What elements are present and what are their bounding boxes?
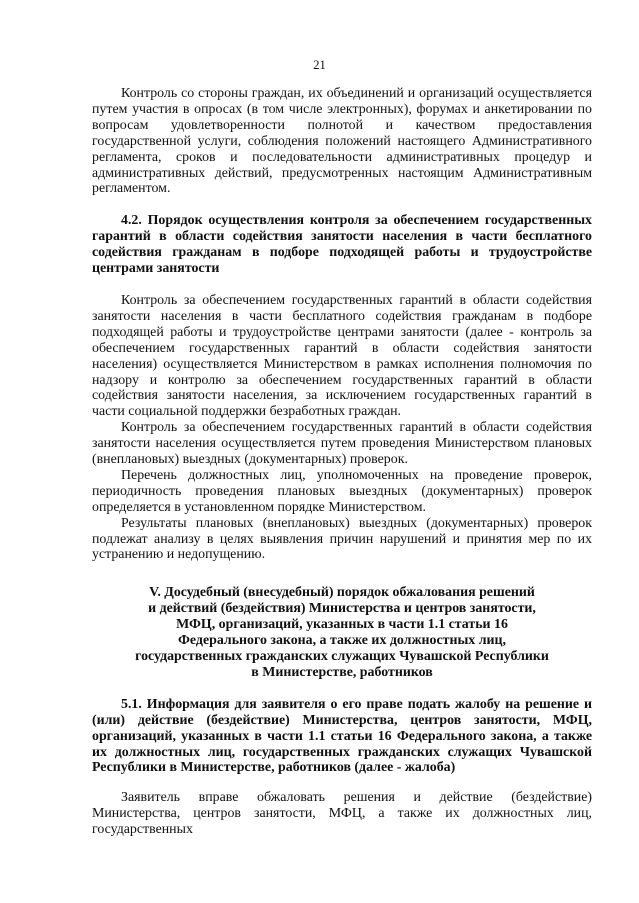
page-number: 21 (313, 58, 326, 72)
paragraph-inspection-results: Результаты плановых (внеплановых) выездных (документарных) проверок подлежат анализу в целях выявления причин нарушений и принятия мер по их устранению и недопущению. (92, 515, 592, 563)
paragraph-officials-list: Перечень должностных лиц, уполномоченных на проведение проверок, периодичность проведения плановых выездных (документарных) проверок определяется в установленном порядке Министерством. (92, 467, 592, 515)
paragraph-control-inspections: Контроль за обеспечением государственных гарантий в области содействия занятости населения осуществляется путем проведения Министерством плановых (внеплановых) выездных (документарных) проверок. (92, 420, 592, 468)
document-body (92, 86, 592, 838)
paragraph-control-employment: Контроль за обеспечением государственных гарантий в области содействия занятости населения в части бесплатного содействия гражданам в подборе подходящей работы и трудоустройстве центрами занятости (далее - контроль за обеспечением государственных гарантий в области содействия занятости населения) осуществляется Министерством в рамках исполнения полномочия по надзору и контролю за обеспечением государственных гарантий в области содействия занятости населения, за исключением государственных гарантий в части социальной поддержки безработных граждан. (92, 292, 592, 420)
section-heading-5-1: 5.1. Информация для заявителя о его праве подать жалобу на решение и (или) действие (бездействие) Министерства, центров занятости, МФЦ, организаций, указанных в части 1.1 статьи 16 Федерального закона, а также их должностных лиц, государственных гражданских служащих Чувашской Республики в Министерстве, работников (далее - жалоба) (92, 696, 592, 776)
chapter-heading-line: МФЦ, организаций, указанных в части 1.1 статьи 16 (176, 617, 508, 633)
chapter-heading-line: V. Досудебный (внесудебный) порядок обжалования решений (149, 585, 535, 601)
paragraph-applicant-right: Заявитель вправе обжаловать решения и действие (бездействие) Министерства, центров занятости, МФЦ, а также их должностных лиц, государственных (92, 790, 592, 838)
chapter-heading-line: и действий (бездействия) Министерства и центров занятости, (148, 601, 536, 617)
chapter-heading-line: в Министерстве, работников (251, 664, 433, 680)
chapter-heading-line: государственных гражданских служащих Чувашской Республики (135, 649, 549, 664)
chapter-heading-v (92, 585, 592, 680)
paragraph-public-control: Контроль со стороны граждан, их объединений и организаций осуществляется путем участия в опросах (в том числе электронных), форумах и анкетировании по вопросам удовлетворенности полнотой и качеством предоставления государственной услуги, соблюдения положений настоящего Административного регламента, сроков и последовательности административных процедур и административных действий, предусмотренных настоящим Административным регламентом. (92, 86, 592, 197)
section-heading-4-2: 4.2. Порядок осуществления контроля за обеспечением государственных гарантий в области содействия занятости населения в части бесплатного содействия гражданам в подборе подходящей работы и трудоустройстве центрами занятости (92, 213, 592, 277)
chapter-heading-line: Федерального закона, а также их должностных лиц, (178, 633, 506, 649)
